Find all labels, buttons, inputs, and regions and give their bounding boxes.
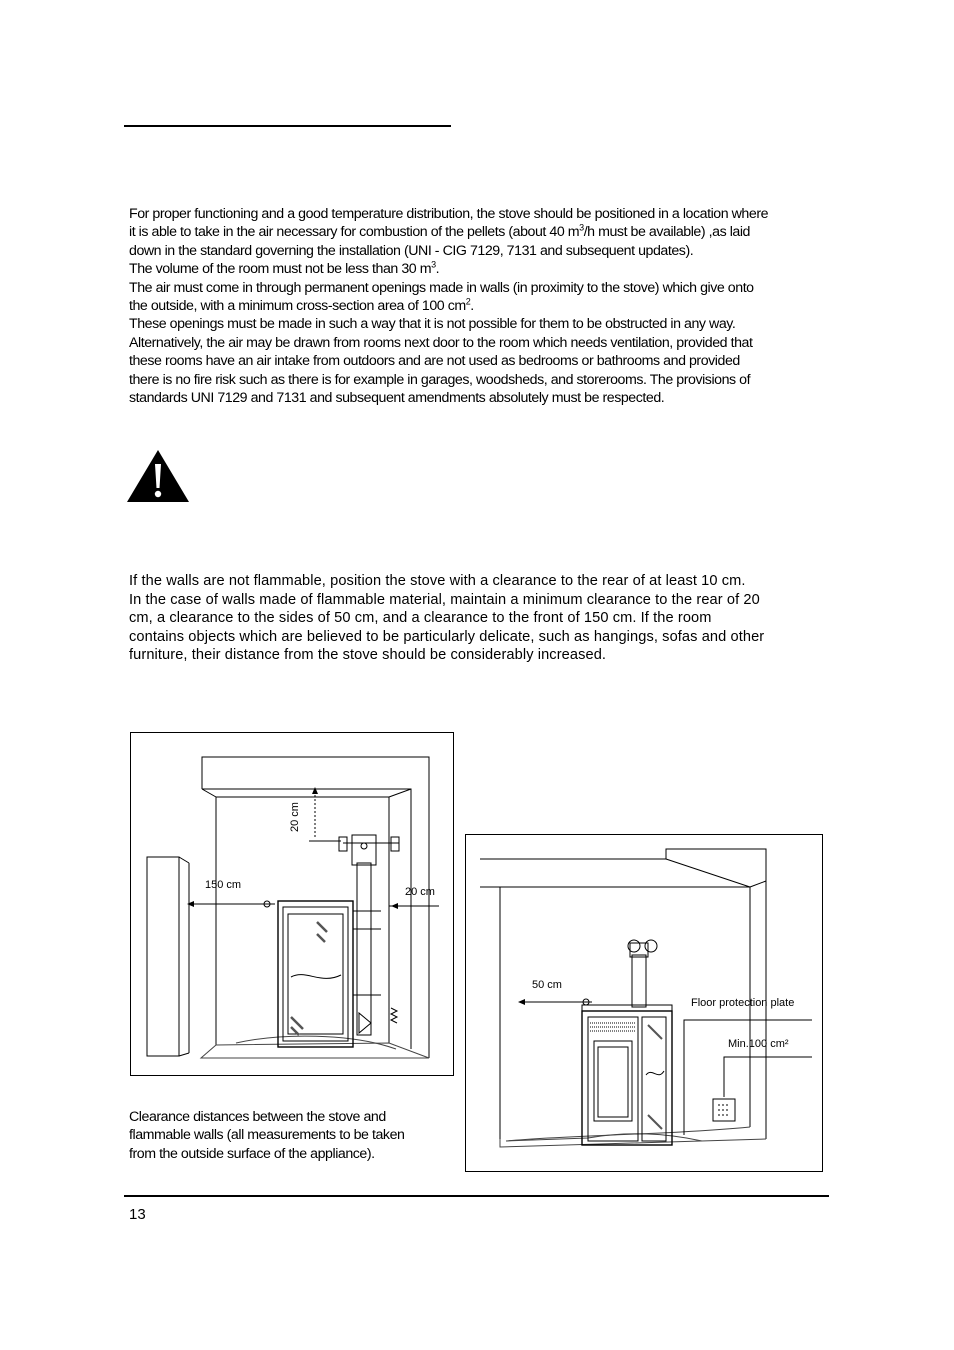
text-line: these rooms have an air intake from outdoors and are not used as bedrooms or bathrooms and provided <box>129 353 740 370</box>
text-line: For proper functioning and a good temperature distribution, the stove should be positioned in a location where <box>129 206 769 222</box>
text-line: These openings must be made in such a way that it is not possible for them to be obstructed in any way. <box>129 316 736 333</box>
warning-triangle-icon <box>125 448 191 504</box>
text-line: Alternatively, the air may be drawn from rooms next door to the room which needs ventilation, provided that <box>129 334 753 351</box>
caption-line: from the outside surface of the appliance). <box>129 1145 375 1162</box>
caption-line: Clearance distances between the stove and <box>129 1109 386 1125</box>
side-clearance-label: 20 cm <box>405 886 435 898</box>
text-line: In the case of walls made of flammable material, maintain a minimum clearance to the rear of 20 <box>129 591 760 608</box>
stove-illustration <box>278 835 399 1047</box>
header-rule <box>124 125 451 127</box>
clearance-paragraph <box>129 572 829 665</box>
text-line: The air must come in through permanent openings made in walls (in proximity to the stove) which give onto <box>129 279 754 296</box>
text-line: it is able to take in the air necessary for combustion of the pellets (about 40 $m^3/h$ must be available) ,as laid <box>129 222 750 241</box>
text-line: If the walls are not flammable, position the stove with a clearance to the rear of at least 10 cm. <box>129 573 746 589</box>
text-line: down in the standard governing the installation (UNI - CIG 7129, 7131 and subsequent updates). <box>129 242 694 259</box>
caption-line: flammable walls (all measurements to be taken <box>129 1127 405 1144</box>
text-line: there is no fire risk such as there is for example in garages, woodsheds, and storerooms. The provisions of <box>129 371 751 388</box>
footer-rule <box>124 1195 829 1197</box>
text-line: cm, a clearance to the sides of 50 cm, and a clearance to the front of 150 cm. If the room <box>129 610 712 627</box>
text-line: contains objects which are believed to be particularly delicate, such as hangings, sofas and other <box>129 628 765 645</box>
ventilation-paragraph <box>129 205 829 407</box>
page-number: 13 <box>129 1206 146 1223</box>
floor-plate-label: Floor protection plate <box>691 997 795 1009</box>
text-line: furniture, their distance from the stove should be considerably increased. <box>129 647 607 664</box>
text-line: standards UNI 7129 and 7131 and subsequent amendments absolutely must be respected. <box>129 390 665 407</box>
stove-illustration <box>582 940 672 1145</box>
text-line: The volume of the room must not be less than 30 $m^3$. <box>129 259 440 278</box>
air-vent-grille <box>713 1099 735 1121</box>
front-clearance-label: 150 cm <box>205 879 242 891</box>
air-vent-label: Min.100 cm² <box>728 1038 789 1050</box>
clearance-figure-front <box>130 732 454 1076</box>
clearance-figure-room <box>465 834 823 1172</box>
figure-caption <box>129 1108 449 1163</box>
text-line: the outside, with a minimum cross-section area of 100 $cm^2$. <box>129 296 474 315</box>
rear-clearance-label: 20 cm <box>289 802 301 832</box>
side-clearance-label: 50 cm <box>532 979 562 991</box>
